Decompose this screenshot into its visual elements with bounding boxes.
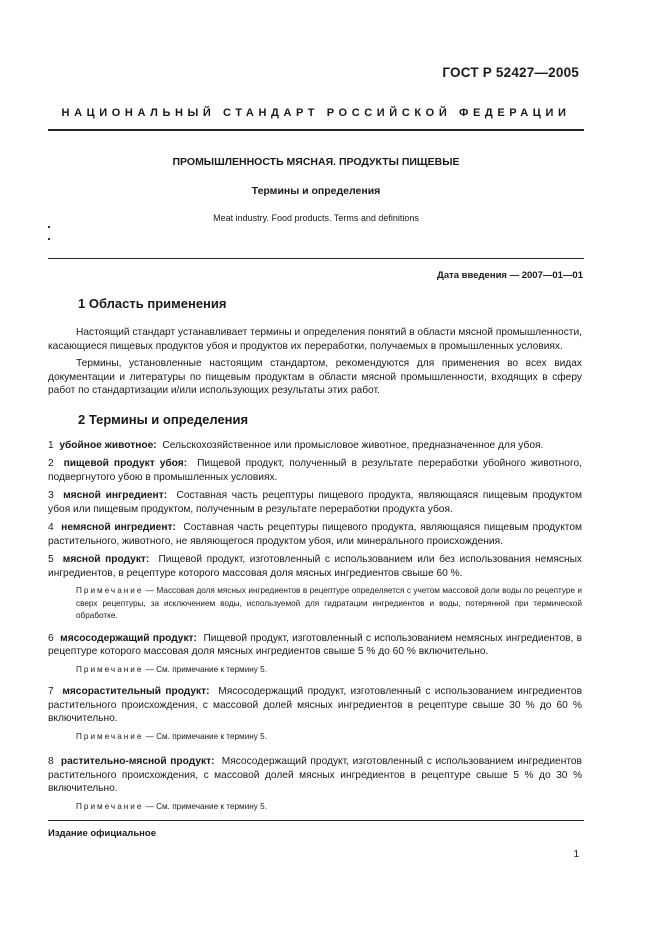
english-title: Meat industry. Food products. Terms and definitions <box>213 213 419 223</box>
footer-divider <box>48 820 584 821</box>
term-note <box>48 585 582 623</box>
term-entry: 6 мясосодержащий продукт: Пищевой продукт, изготовленный с использованием немясных ингредиентов, в рецептуре которого массовая доля мясных ингредиентов свыше 5 % до 60 % включительно. <box>48 632 582 657</box>
term-note <box>48 731 582 744</box>
term-definition: Пищевой продукт, полученный в результате переработки убойного животного, подвергнутого убою в промышленных условиях. <box>48 458 582 483</box>
note-label: Примечание <box>76 664 144 674</box>
term-entry: 5 мясной продукт: Пищевой продукт, изготовленный с использованием или без использования немясных ингредиентов, в рецептуре которого массовая доля мясных ингредиентов свыше 60 %. <box>48 554 582 579</box>
national-standard-banner: НАЦИОНАЛЬНЫЙ СТАНДАРТ РОССИЙСКОЙ ФЕДЕРАЦИИ <box>61 107 571 119</box>
top-divider <box>48 129 584 131</box>
term-entry: 7 мясорастительный продукт: Мясосодержащий продукт, изготовленный с использованием ингредиентов растительного происхождения, с массовой долей мясных ингредиентов в рецептуре свыше 30 % до 60 % включительно. <box>48 686 582 724</box>
term-name: убойное животное: <box>59 439 157 451</box>
note-text: — См. примечание к термину 5. <box>145 731 267 741</box>
term-entry: 8 растительно-мясной продукт: Мясосодержащий продукт, изготовленный с использованием ингредиентов растительного происхождения, с массовой долей мясных ингредиентов в рецептуре свыше 5 % до 30 % включительно. <box>48 756 582 794</box>
term-definition: Мясосодержащий продукт, изготовленный с использованием ингредиентов растительного происхождения, с массовой долей мясных ингредиентов в рецептуре свыше 5 % до 30 % включительно. <box>48 756 582 794</box>
document-title: ПРОМЫШЛЕННОСТЬ МЯСНАЯ. ПРОДУКТЫ ПИЩЕВЫЕ <box>172 156 460 168</box>
note-label: Примечание <box>76 801 144 811</box>
scope-paragraph-2: Термины, установленные настоящим стандартом, рекомендуются для применения во всех видах документации и литературы по пищевым продуктам в области мясной промышленности, входящих в сферу работ по стандартизации и/или использующих результаты этих работ. <box>48 358 582 396</box>
margin-dot <box>48 238 50 240</box>
document-subtitle: Термины и определения <box>251 185 381 197</box>
term-name: мясной ингредиент: <box>63 490 168 501</box>
term-note <box>48 664 582 677</box>
term-definition: Составная часть рецептуры пищевого продукта, являющаяся пищевым продуктом убоя или пищевым продуктом, полученным в результате переработки продукта убоя. <box>48 490 582 515</box>
term-name: растительно-мясной продукт: <box>60 756 215 767</box>
section-heading-scope: 1 Область применения <box>78 296 227 311</box>
document-body <box>48 296 582 822</box>
edition-label: Издание официальное <box>48 828 156 839</box>
term-name: пищевой продукт убоя: <box>63 458 188 469</box>
term-entry: 4 немясной ингредиент: Составная часть рецептуры пищевого продукта, являющаяся пищевым продуктом растительного, животного, не являющегося продуктом убоя, или минерального происхождения. <box>48 522 583 547</box>
term-definition: Пищевой продукт, изготовленный с использованием немясных ингредиентов, в рецептуре которого массовая доля мясных ингредиентов свыше 5 % до 60 % включительно. <box>48 632 582 657</box>
term-entry: 1 убойное животное: Сельскохозяйственное или промысловое животное, предназначенное для убоя. <box>48 439 544 451</box>
middle-divider <box>48 258 584 259</box>
note-label: Примечание <box>76 586 144 595</box>
page-number: 1 <box>573 849 579 860</box>
term-entry: 2 пищевой продукт убоя: Пищевой продукт, полученный в результате переработки убойного животного, подвергнутого убою в промышленных условиях. <box>48 458 582 483</box>
note-label: Примечание <box>76 731 144 741</box>
introduction-date: Дата введения — 2007—01—01 <box>437 270 583 281</box>
term-name: немясной ингредиент: <box>61 522 176 533</box>
note-text: — См. примечание к термину 5. <box>145 801 267 811</box>
term-definition: Мясосодержащий продукт, изготовленный с использованием ингредиентов растительного происхождения, с массовой долей мясных ингредиентов в рецептуре свыше 30 % до 60 % включительно. <box>48 686 582 724</box>
term-definition: Пищевой продукт, изготовленный с использованием или без использования немясных ингредиентов, в рецептуре которого массовая доля мясных ингредиентов свыше 60 %. <box>48 554 582 579</box>
term-definition: Сельскохозяйственное или промысловое животное, предназначенное для убоя. <box>162 439 544 451</box>
term-name: мясорастительный продукт: <box>62 686 210 697</box>
term-note <box>48 801 582 814</box>
term-name: мясосодержащий продукт: <box>60 632 197 644</box>
note-text: — Массовая доля мясных ингредиентов в рецептуре определяется с учетом массовой доли воды по рецептуре и сверх рецептуры, за исключением воды, используемой для гидратации ингредиентов и воды, потерянной при термической обработке. <box>76 586 582 620</box>
term-name: мясной продукт: <box>62 554 150 565</box>
section-heading-terms: 2 Термины и определения <box>78 411 249 427</box>
term-entry: 3 мясной ингредиент: Составная часть рецептуры пищевого продукта, являющаяся пищевым продуктом убоя или пищевым продуктом, полученным в результате переработки продукта убоя. <box>48 490 582 515</box>
term-definition: Составная часть рецептуры пищевого продукта, являющаяся пищевым продуктом растительного, животного, не являющегося продуктом убоя, или минерального происхождения. <box>48 522 583 547</box>
note-text: — См. примечание к термину 5. <box>145 664 267 674</box>
document-code: ГОСТ Р 52427—2005 <box>442 65 579 80</box>
scope-paragraph-1: Настоящий стандарт устанавливает термины и определения понятий в области мясной промышленности, касающиеся пищевых продуктов убоя и продуктов их переработки, получаемых в промышленных условиях. <box>48 327 582 352</box>
margin-dot <box>48 226 50 228</box>
